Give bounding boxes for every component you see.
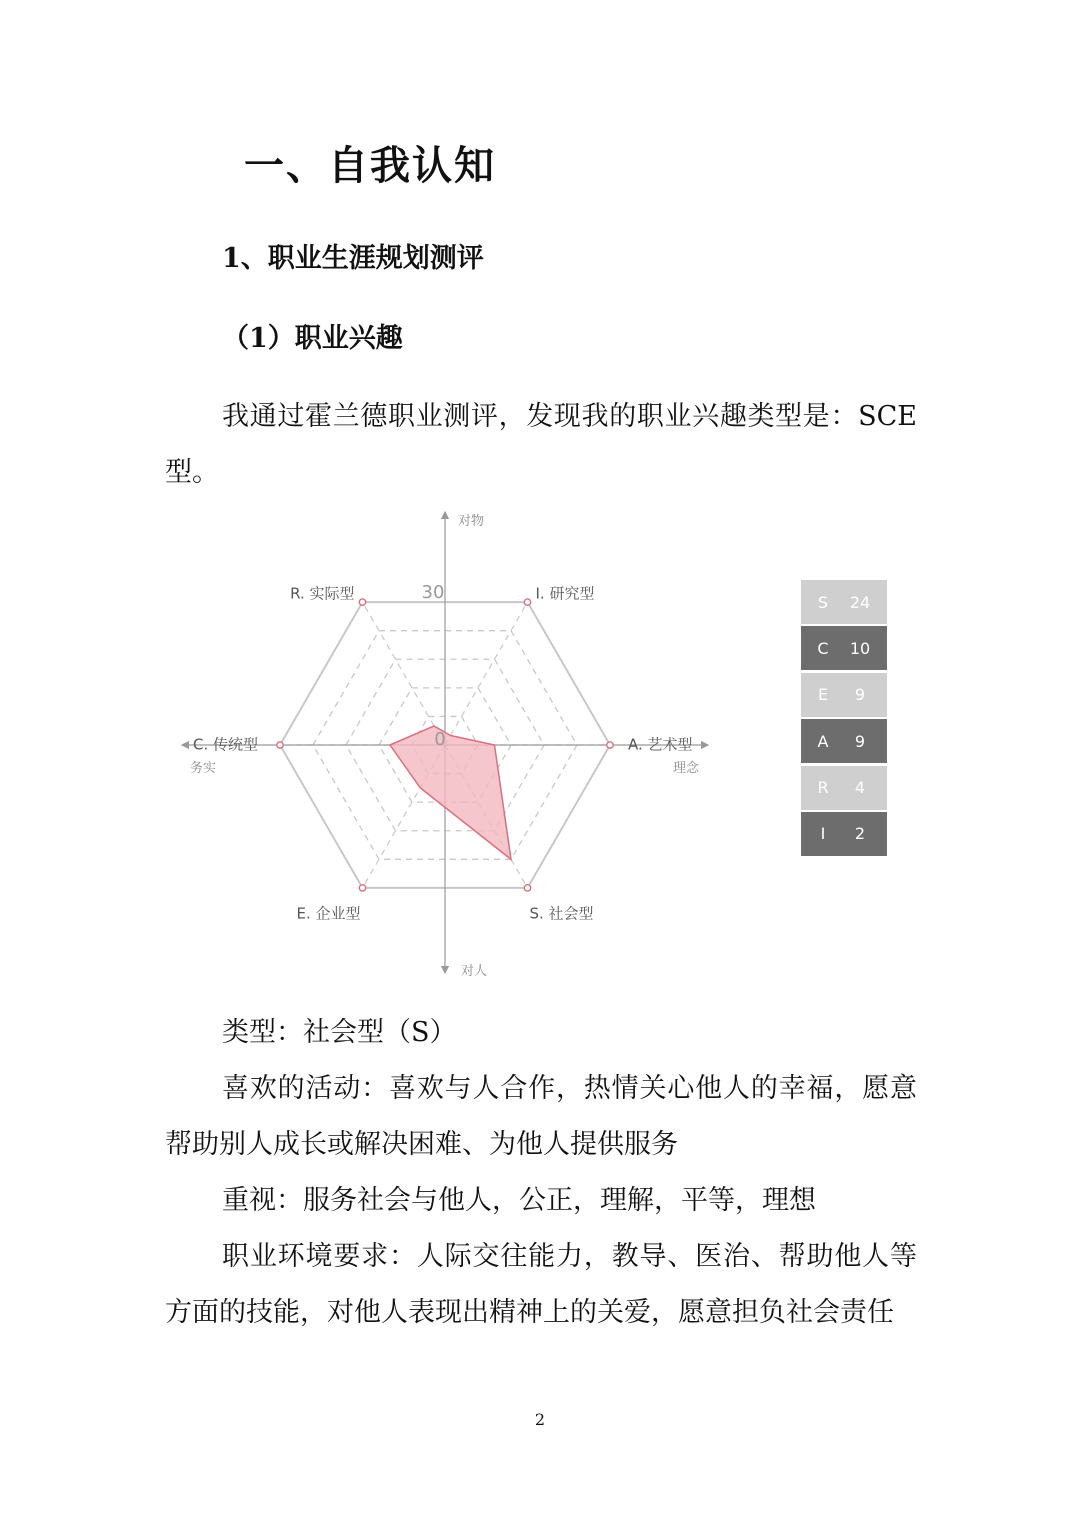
legend-row-e bbox=[801, 673, 887, 717]
axis-label-r: R. 实际型 bbox=[290, 584, 355, 603]
legend-row-a bbox=[801, 719, 887, 763]
min-tick-label: 0 bbox=[434, 729, 446, 750]
direction-label-bottom: 对人 bbox=[461, 964, 488, 979]
score-legend bbox=[801, 580, 887, 858]
legend-score: 10 bbox=[849, 638, 871, 658]
type-line: 类型：社会型（S） bbox=[222, 1017, 457, 1048]
legend-code: C bbox=[817, 638, 829, 658]
legend-code: E bbox=[817, 685, 829, 705]
vertex-dot-r bbox=[359, 599, 365, 605]
holland-radar-chart bbox=[165, 505, 725, 985]
vertex-dot-e bbox=[359, 885, 365, 891]
legend-code: S bbox=[817, 592, 829, 612]
score-polygon bbox=[390, 726, 511, 859]
axis-label-a: A. 艺术型 bbox=[628, 735, 693, 754]
legend-row-i bbox=[801, 812, 887, 856]
axis-label-e: E. 企业型 bbox=[296, 904, 361, 923]
environment-line: 职业环境要求：人际交往能力，教导、医治、帮助他人等方面的技能，对他人表现出精神上的关爱，愿意担负社会责任 bbox=[165, 1241, 917, 1328]
activities-line: 喜欢的活动：喜欢与人合作，热情关心他人的幸福，愿意帮助别人成长或解决困难、为他人提供服务 bbox=[165, 1073, 917, 1160]
vertex-dot-c bbox=[277, 742, 283, 748]
legend-score: 24 bbox=[849, 592, 871, 612]
spoke-line bbox=[363, 602, 446, 745]
legend-row-r bbox=[801, 766, 887, 810]
legend-score: 9 bbox=[854, 731, 866, 751]
legend-code: R bbox=[817, 778, 829, 798]
legend-code: I bbox=[820, 824, 826, 844]
vertex-dot-i bbox=[524, 599, 530, 605]
max-tick-label: 30 bbox=[421, 582, 445, 603]
direction-label-right: 理念 bbox=[673, 761, 700, 776]
direction-label-left: 务实 bbox=[190, 761, 217, 776]
legend-code: A bbox=[817, 731, 829, 751]
axis-label-c: C. 传统型 bbox=[192, 735, 258, 754]
direction-label-top: 对物 bbox=[458, 514, 485, 529]
legend-score: 4 bbox=[854, 778, 866, 798]
vertex-dot-s bbox=[524, 885, 530, 891]
intro-paragraph: 我通过霍兰德职业测评，发现我的职业兴趣类型是：SCE型。 bbox=[165, 401, 917, 488]
legend-row-c bbox=[801, 626, 887, 670]
page-number: 2 bbox=[534, 1410, 546, 1429]
page-title: 一、自我认知 bbox=[244, 142, 496, 189]
axis-label-i: I. 研究型 bbox=[535, 584, 595, 603]
values-line: 重视：服务社会与他人，公正，理解，平等，理想 bbox=[222, 1185, 816, 1216]
section-heading: 1、职业生涯规划测评 bbox=[222, 243, 484, 274]
legend-score: 9 bbox=[854, 685, 866, 705]
spoke-line bbox=[445, 602, 528, 745]
type-details bbox=[165, 1005, 917, 1341]
legend-score: 2 bbox=[854, 824, 866, 844]
axis-label-s: S. 社会型 bbox=[529, 904, 594, 923]
legend-row-s bbox=[801, 580, 887, 624]
subsection-heading: （1）职业兴趣 bbox=[222, 323, 403, 354]
vertex-dot-a bbox=[607, 742, 613, 748]
